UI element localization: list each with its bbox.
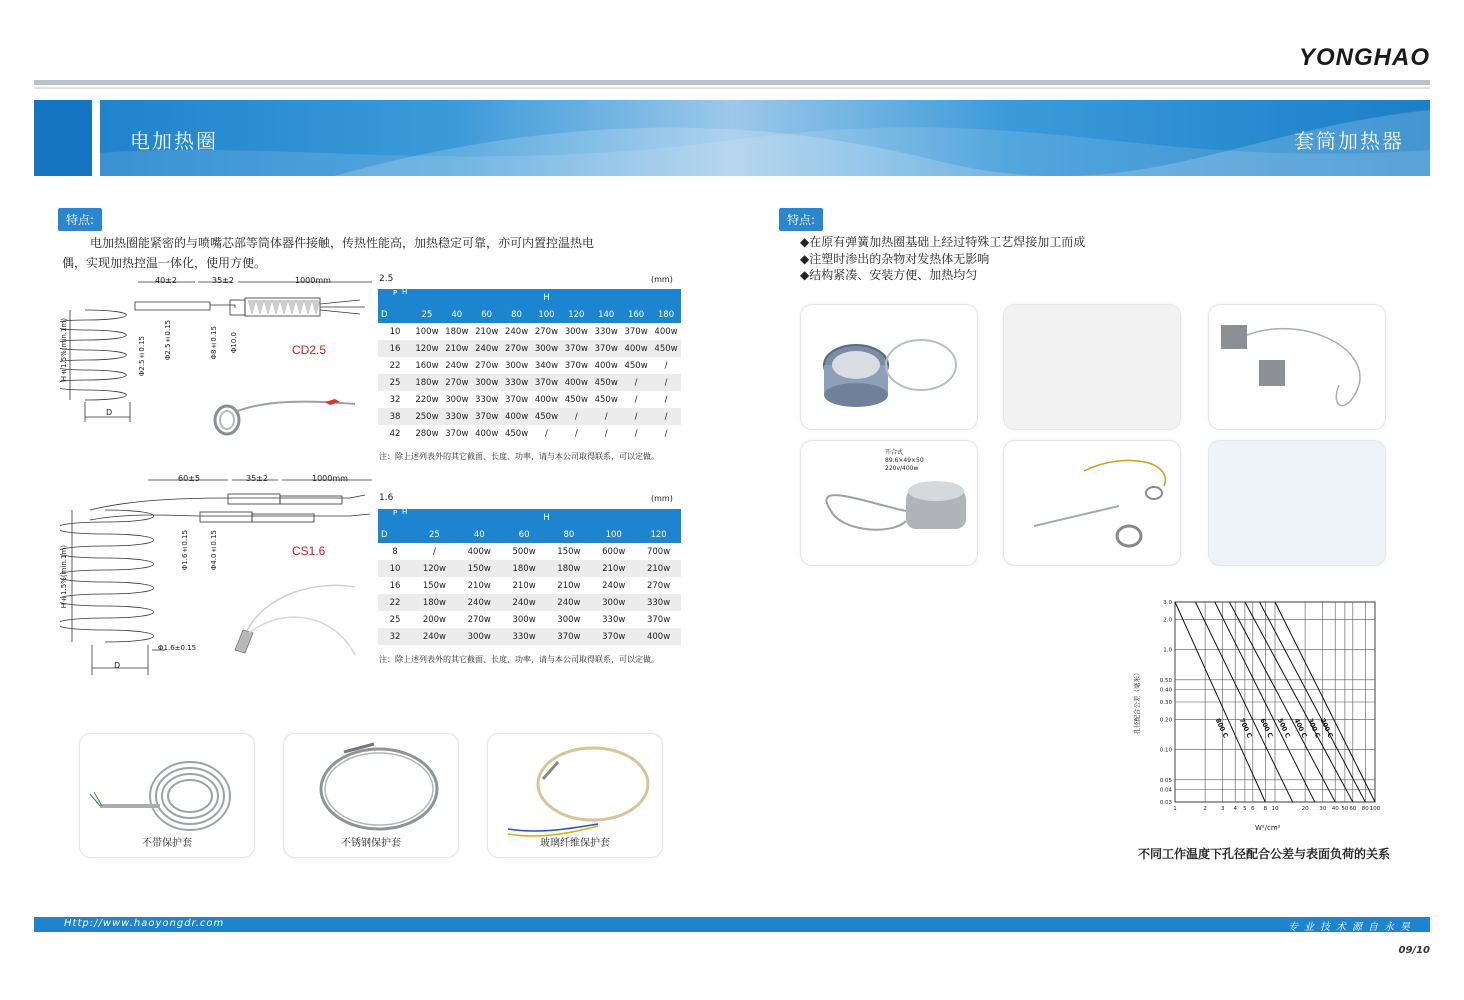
height-label-2: H±1.5%(min.1m) [60,545,68,609]
series-label: 200 C [1318,717,1335,740]
y-tick-label: 1.0 [1163,647,1172,654]
phi-label-1b: Φ2.5±0.15 [164,320,172,361]
table2-col: 100 [591,526,636,543]
phi-label-2c: Φ1.6±0.15 [158,644,197,652]
y-tick-label: 2.0 [1163,617,1172,624]
table-row [378,323,681,340]
y-axis-label: 孔径配合公差（毫米） [1133,669,1141,735]
product-photo-sleeve-2 [1003,304,1181,430]
table-cell: 330w [602,614,626,625]
table2-d-header: D [378,526,412,543]
footer-url[interactable]: Http://www.haoyongdr.com [64,918,225,929]
x-tick-label: 60 [1349,806,1357,812]
table1-col: 180 [651,306,681,323]
table-cell: 270w [534,326,559,337]
table1-size: 2.5 [379,274,394,284]
table-cell: / [621,374,651,391]
table-cell: 240w [602,580,626,591]
table2-size: 1.6 [379,493,394,503]
model-label-cs16: CS1.6 [292,544,326,558]
x-tick-label: 80 [1361,806,1369,812]
table-cell: / [432,546,436,557]
table-cell: / [621,408,651,425]
table-cell: 300w [472,374,502,391]
phi-label-1a: Φ2.5±0.15 [138,336,146,377]
series-label: 400 C [1292,717,1309,740]
feature-item: ◆注塑时渗出的杂物对发热体无影响 [800,251,990,266]
table-cell: 330w [442,408,472,425]
banner-gap [92,100,100,176]
features-tag-left: 特点: [58,208,102,231]
table-cell: 450w [624,360,648,371]
table-cell: 400w [654,326,678,337]
table-cell: 240w [445,360,469,371]
table-cell: / [561,408,591,425]
table-cell: 25 [378,374,412,391]
table1-col: 100 [532,306,562,323]
table-cell: / [664,428,668,439]
table-cell: 370w [546,628,591,645]
table-row [378,628,681,645]
table-cell: 370w [472,408,502,425]
table1-d-header: D [378,306,412,323]
table-cell: 38 [378,408,412,425]
table-cell: 240w [504,326,529,337]
product-caption-fiberglass: 玻璃纤维保护套 [540,838,610,849]
table-cell: 600w [602,546,626,557]
table-row [378,543,681,560]
table1-col: 40 [442,306,472,323]
table-row [378,357,681,374]
table-cell: 400w [467,546,491,557]
table-cell: 450w [591,374,621,391]
table-cell: / [574,428,578,439]
table2-p: P [393,509,398,517]
table-cell: 330w [594,326,618,337]
table1-col: 80 [502,306,532,323]
table-row [378,340,681,357]
footer-slogan: 专业技术源自永昊 [1288,922,1416,933]
dim-2a: 60±5 [178,474,200,483]
section-title-left: 电加热圈 [130,129,218,153]
table2-col: 60 [502,526,547,543]
table-cell: 270w [467,614,491,625]
table1-note: 注：除上述列表外的其它截面、长度、功率，请与本公司取得联系，可以定做。 [379,452,659,461]
table-cell: 240w [546,594,591,611]
table-cell: 150w [557,546,581,557]
table-row [378,425,681,442]
x-tick-label: 2 [1203,806,1207,812]
tolerance-chart [1125,592,1395,842]
table-cell: 450w [564,394,588,405]
table1-unit: (mm) [651,275,673,284]
table-cell: 240w [412,628,457,645]
table-cell: 400w [621,340,651,357]
table-cell: 10 [378,560,412,577]
table2-col: 80 [546,526,591,543]
table-cell: 16 [389,580,401,591]
phi-label-1d: Φ10.0 [230,332,238,354]
table-cell: 42 [389,428,401,439]
table-cell: / [591,408,621,425]
table-cell: / [545,428,548,439]
table-cell: 270w [442,374,472,391]
x-tick-label: 50 [1341,806,1349,812]
table-cell: 370w [591,340,621,357]
table-cell: 370w [532,374,562,391]
table-cell: 25 [389,614,401,625]
table-cell: / [634,394,638,405]
table-cell: 120w [412,340,442,357]
series-label: 800 C [1213,717,1230,740]
product-photo-sleeve-3 [1208,304,1386,430]
intro-line-1: 电加热圈能紧密的与喷嘴芯部等筒体器件接触，传热性能高，加热稳定可靠，亦可内置控温热电 [90,236,595,250]
chart-caption: 不同工作温度下孔径配合公差与表面负荷的关系 [1138,847,1391,861]
table-cell: 8 [392,546,398,557]
table-cell: / [664,394,668,405]
table-cell: 210w [512,580,536,591]
table-cell: 370w [561,340,591,357]
table1-col: 140 [591,306,621,323]
table-cell: 300w [504,360,529,371]
product-caption-steel: 不锈钢保护套 [341,838,401,849]
table-cell: 400w [561,374,591,391]
table-cell: 180w [546,560,591,577]
x-tick-label: 3 [1220,806,1225,812]
table-cell: 150w [422,580,446,591]
table1-col: 120 [561,306,591,323]
phi-label-2b: Φ4.0±0.15 [210,530,218,571]
table2-col: 40 [457,526,502,543]
dim-2c: 1000mm [312,474,348,483]
y-tick-label: 0.03 [1159,800,1172,806]
table-cell: 450w [594,394,618,405]
table-cell: 210w [442,340,472,357]
table-cell: / [604,428,608,439]
power-table-cs16 [378,509,681,645]
x-tick-label: 8 [1263,806,1268,812]
photo-cs16 [225,575,365,660]
sleeve-image-3 [1209,305,1386,430]
table2-col: 120 [636,526,681,543]
table-cell: 240w [502,594,547,611]
table2-h-small: H [402,508,408,516]
x-tick-label: 5 [1243,806,1247,812]
table-cell: 180w [412,374,442,391]
table-cell: 340w [534,360,559,371]
table-cell: 32 [378,628,412,645]
table1-col: 25 [412,306,442,323]
table-row [378,611,681,628]
table-cell: 180w [445,326,469,337]
table-row [378,560,681,577]
phi-label-1c: Φ8±0.15 [210,326,218,360]
table-cell: 300w [564,326,588,337]
x-tick-label: 40 [1331,806,1339,812]
table1-col: 160 [621,306,651,323]
table-cell: 500w [512,546,536,557]
table-cell: 250w [412,408,442,425]
table-cell: 180w [412,594,457,611]
table-cell: 220w [415,394,439,405]
table-cell: / [664,360,668,371]
table-cell: 370w [445,428,469,439]
table-cell: 400w [475,428,499,439]
sleeve-image-1 [801,305,978,430]
model-label-cd25: CD2.5 [292,343,327,357]
section-title-right: 套筒加热器 [1294,129,1404,153]
series-label: 500 C [1275,717,1292,740]
table1-h-header: H [412,289,681,306]
product-photo-plain [79,733,255,858]
table-cell: 370w [624,326,648,337]
x-tick-label: 1 [1173,806,1177,812]
table-cell: 200w [422,614,446,625]
table-row [378,408,681,425]
power-table-cd25 [378,289,681,442]
page-number: 09/10 [1398,945,1430,956]
series-label: 300 C [1306,717,1322,740]
product-photo-sleeve-1 [800,304,978,430]
d-label-2: D [114,661,121,670]
table-cell: 270w [646,580,671,591]
clamp-spec-size: 89.6×49×50 [885,457,924,464]
clamp-spec-type: 开合式 [885,449,904,456]
table-cell: 400w [636,628,681,645]
table-cell: 16 [378,340,412,357]
table-cell: 330w [502,628,547,645]
top-divider-thin [34,87,1430,89]
table-cell: 300w [512,614,536,625]
table-cell: 270w [502,340,532,357]
table-cell: 700w [646,546,671,557]
table2-h-header: H [412,509,681,526]
footer-bar [34,917,1430,932]
table-cell: 300w [445,394,469,405]
product-caption-plain: 不带保护套 [142,838,192,849]
table-cell: 450w [504,428,529,439]
table-row [378,374,681,391]
top-divider [34,80,1430,85]
y-tick-label: 0.10 [1159,747,1172,754]
table-cell: 370w [591,628,636,645]
series-label: 700 C [1237,717,1254,740]
table-cell: 210w [636,560,681,577]
table-cell: 210w [475,326,499,337]
table-cell: 180w [502,560,547,577]
y-tick-label: 0.20 [1159,717,1172,724]
brand-logo: YONGHAO [1298,44,1430,71]
features-tag-right: 特点: [779,208,823,231]
table-cell: 210w [467,580,491,591]
table-cell: 330w [475,394,499,405]
d-label-1: D [106,408,113,417]
table2-note: 注：除上述列表外的其它截面、长度、功率，请与本公司取得联系，可以定做。 [379,655,659,664]
clamp-spec-label [885,449,924,473]
table-cell: 240w [457,594,502,611]
table-cell: / [651,374,681,391]
table-cell: / [651,408,681,425]
table-cell: 300w [532,340,562,357]
table-cell: 120w [412,560,457,577]
phi-label-2a: Φ1.6±0.15 [181,530,189,571]
table-cell: 370w [504,394,529,405]
photo-cd25 [205,392,365,442]
table-cell: 150w [457,560,502,577]
x-tick-label: 6 [1251,806,1255,812]
table-cell: 270w [475,360,499,371]
y-tick-label: 0.04 [1159,787,1172,794]
table-cell: 400w [594,360,618,371]
table-row [378,391,681,408]
table1-h-small: H [402,288,408,296]
table-cell: 210w [591,560,636,577]
table1-col: 60 [472,306,502,323]
table-cell: 280w [415,428,439,439]
table-cell: 240w [472,340,502,357]
table-cell: 100w [415,326,439,337]
table-cell: 210w [557,580,581,591]
y-tick-label: 0.05 [1159,777,1172,784]
product-photo-blank [1208,440,1386,566]
table-cell: 370w [564,360,588,371]
dim-1c: 1000mm [295,276,331,285]
x-tick-label: 20 [1301,806,1309,812]
ring-image [1004,441,1181,566]
table-cell: 330w [636,594,681,611]
y-tick-label: 3.0 [1163,600,1172,606]
table-cell: 22 [378,594,412,611]
product-photo-ring [1003,440,1181,566]
table-cell: 450w [532,408,562,425]
height-label-1: H±1.5%(min.1m) [60,318,68,382]
table-row [378,577,681,594]
product-photo-clamp [800,440,978,566]
banner-wave [34,100,1430,176]
header-banner [34,100,1430,176]
x-tick-label: 30 [1319,806,1327,812]
x-tick-label: 10 [1271,806,1279,812]
dim-2b: 35±2 [246,474,268,483]
x-axis-label: W²/cm² [1255,824,1281,832]
clamp-spec-power: 220v/400w [885,465,919,472]
table-cell: 10 [389,326,401,337]
intro-line-2: 偶，实现加热控温一体化，使用方便。 [62,256,267,270]
x-tick-label: 100 [1369,806,1381,812]
y-tick-label: 0.30 [1159,700,1172,706]
table-cell: 330w [502,374,532,391]
dim-1a: 40±2 [155,276,177,285]
table-cell: 32 [389,394,401,405]
table2-col: 25 [412,526,457,543]
table2-unit: (mm) [651,494,673,503]
table-cell: 160w [415,360,439,371]
table1-p: P [393,289,398,297]
intro-text [62,233,642,273]
table-cell: 300w [457,628,502,645]
product-photo-fiberglass [487,733,663,858]
table-row [378,594,681,611]
feature-item: ◆结构紧凑、安装方便、加热均匀 [800,268,978,282]
table-cell: 450w [651,340,681,357]
product-photo-steel [283,733,459,858]
table-cell: / [634,428,638,439]
series-label: 600 C [1258,717,1275,740]
feature-item: ◆在原有弹簧加热圈基础上经过特殊工艺焊接加工而成 [800,235,1086,249]
y-tick-label: 0.40 [1159,687,1172,694]
table-cell: 300w [591,594,636,611]
dim-1b: 35±2 [212,276,234,285]
y-tick-label: 0.50 [1159,677,1172,684]
table-cell: 300w [557,614,581,625]
table-cell: 400w [502,408,532,425]
banner-block [34,100,92,176]
table-cell: 22 [389,360,401,371]
table-cell: 400w [534,394,559,405]
x-tick-label: 4 [1233,806,1237,812]
feature-list [800,234,1400,284]
table-cell: 370w [646,614,671,625]
